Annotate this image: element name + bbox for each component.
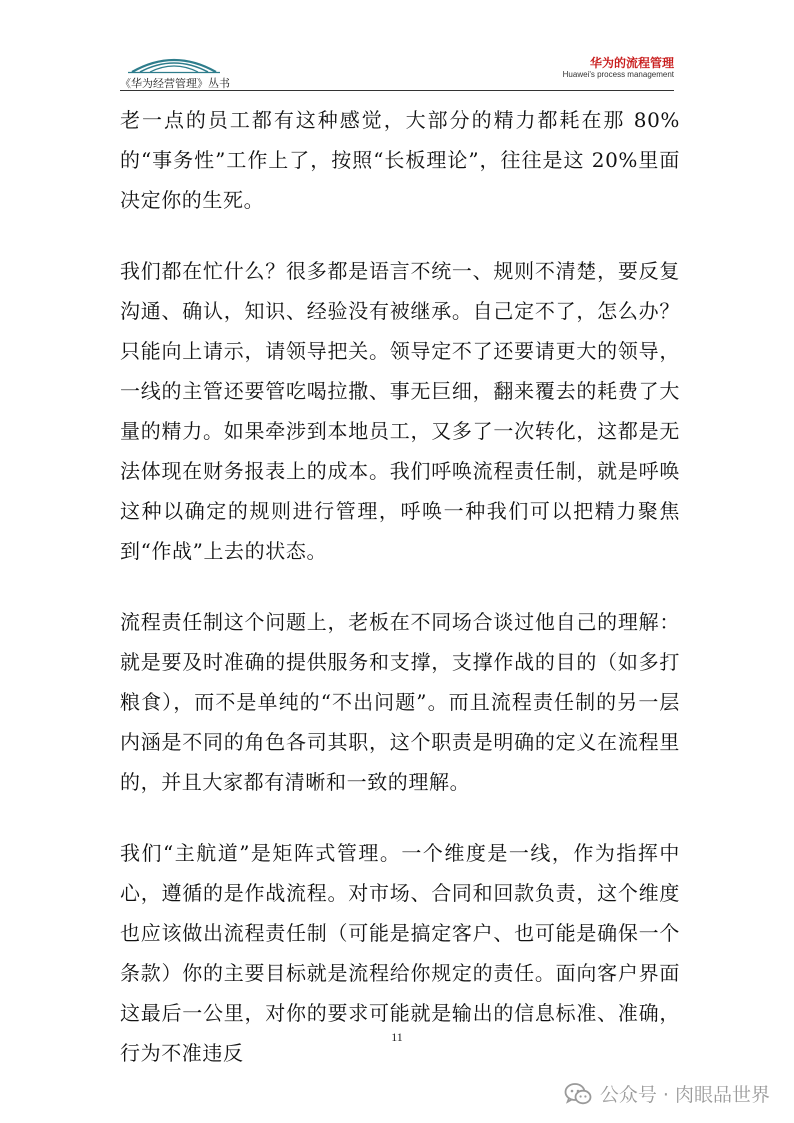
header-divider xyxy=(120,90,674,91)
paragraph-1: 老一点的员工都有这种感觉，大部分的精力都耗在那 80%的“事务性”工作上了，按照“长板理论”，往往是这 20%里面决定你的生死。 xyxy=(120,108,680,212)
page-body xyxy=(120,100,680,1104)
brand-box xyxy=(563,56,674,80)
watermark-text: 公众号 · 肉眼品世界 xyxy=(599,1084,770,1106)
page-header xyxy=(120,48,674,92)
paragraph-2: 我们都在忙什么？很多都是语言不统一、规则不清楚，要反复沟通、确认，知识、经验没有被继承。自己定不了，怎么办？只能向上请示，请领导把关。领导定不了还要请更大的领导，一线的主管还要管吃喝拉撒、事无巨细，翻来覆去的耗费了大量的精力。如果牵涉到本地员工，又多了一次转化，这都是无法体现在财务报表上的成本。我们呼唤流程责任制，就是呼唤这种以确定的规则进行管理，呼唤一种我们可以把精力聚焦到“作战”上去的状态。 xyxy=(120,259,680,563)
watermark xyxy=(564,1080,770,1107)
page-number: 11 xyxy=(391,1030,403,1044)
book-series-logo-icon xyxy=(128,52,220,74)
wechat-icon xyxy=(564,1082,592,1106)
paragraph-3: 流程责任制这个问题上，老板在不同场合谈过他自己的理解：就是要及时准确的提供服务和支撑，支撑作战的目的（如多打粮食），而不是单纯的“不出问题”。而且流程责任制的另一层内涵是不同的角色各司其职，这个职责是明确的定义在流程里的，并且大家都有清晰和一致的理解。 xyxy=(120,610,680,794)
brand-subtitle: Huawei's process management xyxy=(562,70,674,79)
brand-title: 华为的流程管理 xyxy=(589,56,674,70)
paragraph-4: 我们“主航道”是矩阵式管理。一个维度是一线，作为指挥中心，遵循的是作战流程。对市场、合同和回款负责，这个维度也应该做出流程责任制（可能是搞定客户、也可能是确保一个条款）你的主要目标就是流程给你规定的责任。面向客户界面这最后一公里，对你的要求可能就是输出的信息标准、准确，行为不准违反 xyxy=(120,841,680,1065)
series-title: 《华为经营管理》丛书 xyxy=(120,77,230,90)
